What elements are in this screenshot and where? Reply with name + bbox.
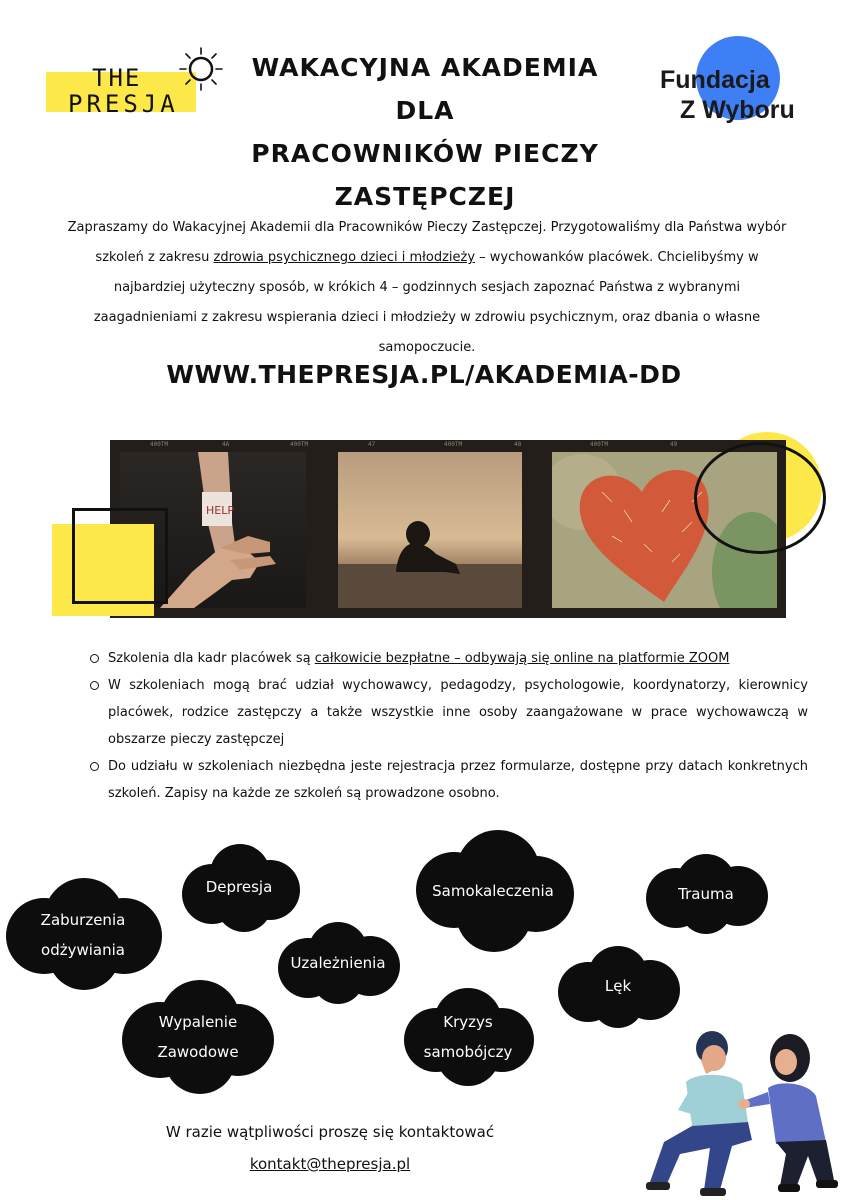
film-number: 49 [670,441,678,448]
topic-cloud-trauma [640,852,772,936]
topic-label: Samokaleczenia [432,882,554,900]
deco-black-square-outline [72,508,168,604]
topic-label [424,1007,513,1067]
intro-text-2: – wychowanków placówek. Chcielibyśmy w najbardziej użyteczny sposób, w krókich 4 – godzinnych sesjach zapoznać Państwa z wybranymi zaagadnieniami z zakresu wspierania dzieci i młodzieży w zdrowiu psychicznym, oraz dbania o własne samopoczucie. [93,250,761,355]
topic-cloud-zaburzenia-odzywiania [2,878,164,992]
contact-text: W razie wątpliwości proszę się kontaktować [165,1123,495,1141]
topic-cloud-depresja [174,842,304,932]
intro-text-1: Zapraszamy do Wakacyjnej Akademii dla Pracowników Pieczy Zastępczej. Przygotowaliśmy dla Państwa wybór szkoleń z zakresu [67,220,787,265]
list-item: Do udziału w szkoleniach niezbędna jeste rejestracja przez formularze, dostępne przy datach konkretnych szkoleń. Zapisy na każde ze szkoleń są prowadzone osobno. [88,753,808,807]
topic-label-line-2: Zawodowe [157,1043,239,1061]
topic-label: Trauma [678,885,734,903]
list-item: W szkoleniach mogą brać udział wychowawcy, pedagodzy, psychologowie, koordynatorzy, kierownicy placówek, rodzice zastępczy a także wszystkie inne osoby zaangażowane w prace wychowawczą w obszarze pieczy zastępczej [88,672,808,753]
bullet-1-text: Szkolenia dla kadr placówek są [108,651,315,666]
deco-black-circle-outline [694,442,826,554]
intro-link-mental-health[interactable]: zdrowia psychicznego dzieci i młodzieży [213,250,476,265]
film-number: 400TM [150,441,169,448]
info-bullet-list [88,645,808,807]
topic-cloud-lek [552,942,684,1030]
page-title [230,46,620,218]
title-line-1: WAKACYJNA AKADEMIA DLA [251,53,599,125]
topic-label: Lęk [604,977,632,995]
website-url[interactable]: WWW.THEPRESJA.PL/AKADEMIA-DD [166,360,682,389]
logo-fundacja-z-wyboru [650,30,830,130]
film-number: 400TM [444,441,463,448]
topic-label-line-1: Kryzys [443,1013,493,1031]
topic-label-line-2: odżywiania [41,941,125,959]
topic-cloud-samokaleczenia [410,828,576,954]
list-item [88,645,808,672]
title-line-2: PRACOWNIKÓW PIECZY [251,139,599,168]
topic-label-line-2: samobójczy [423,1043,513,1061]
bullet-1-link-free-zoom[interactable]: całkowicie bezpłatne – odbywają się online na platformie ZOOM [314,651,730,666]
topic-label: Uzależnienia [290,954,386,972]
film-number: 400TM [290,441,309,448]
logo-text-fundacja: Fundacja [660,66,770,94]
logo-text-the: THE [92,64,142,92]
photo-sad-silhouette [338,452,522,608]
svg-text:HELP: HELP [206,504,234,517]
logo-thepresja [40,40,230,130]
topic-cloud-kryzys-samobojczy [400,986,536,1088]
title-line-3: ZASTĘPCZEJ [334,182,516,211]
film-number: 47 [368,441,376,448]
illustration-comforting-people [640,1030,848,1200]
photo-filmstrip [110,440,786,618]
logo-text-z-wyboru: Z Wyboru [680,96,795,124]
topic-label [41,905,126,965]
film-number: 4A [222,441,230,448]
topic-label [157,1007,238,1067]
contact-section [120,1116,540,1180]
intro-paragraph [62,213,792,363]
topic-label-line-1: Zaburzenia [40,911,126,929]
topic-cloud-wypalenie-zawodowe [120,978,276,1096]
contact-email-link[interactable]: kontakt@thepresja.pl [249,1155,411,1173]
topic-label: Depresja [205,878,273,896]
sun-icon [178,46,224,92]
film-number: 400TM [590,441,609,448]
topic-cloud-uzaleznienia [272,920,404,1006]
topic-label-line-1: Wypalenie [158,1013,238,1031]
film-number: 48 [514,441,522,448]
logo-text-presja: PRESJA [68,90,179,118]
